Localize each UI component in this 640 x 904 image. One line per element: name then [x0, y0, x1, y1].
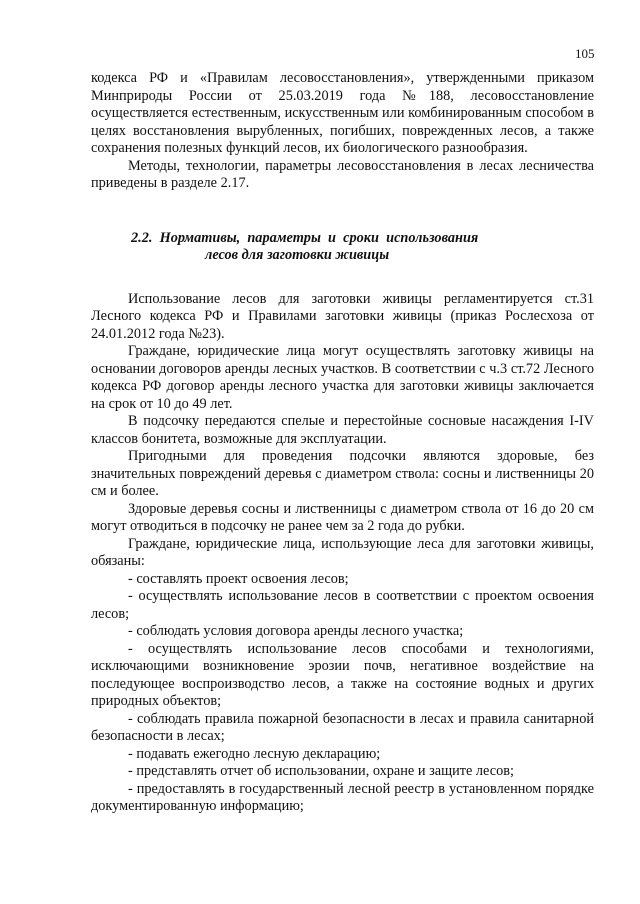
- section-heading: [91, 230, 594, 265]
- paragraph: Методы, технологии, параметры лесовосстановления в лесах лесничества приведены в разделе 2.17.: [91, 157, 594, 191]
- paragraph: кодекса РФ и «Правилам лесовосстановления», утвержденными приказом Минприроды России от 25.03.2019 года №188, лесовосстановление осуществляется естественным, искусственным или комбинированным способом в целях восстановления вырубленных, погибших, поврежденных лесов, а также сохранения полезных функций лесов, их биологического разнообразия.: [91, 70, 594, 156]
- document-body: [91, 70, 594, 816]
- paragraph: Здоровые деревья сосны и лиственницы с диаметром ствола от 16 до 20 см могут отводиться в подсочку не ранее чем за 2 года до рубки.: [91, 500, 594, 534]
- section-heading-line: лесов для заготовки живицы: [205, 247, 390, 263]
- list-item: - осуществлять использование лесов в соответствии с проектом освоения лесов;: [91, 588, 594, 622]
- list-item: - подавать ежегодно лесную декларацию;: [128, 745, 381, 762]
- paragraph: Граждане, юридические лица могут осуществлять заготовку живицы на основании договоров аренды лесных участков. В соответствии с ч.3 ст.72 Лесного кодекса РФ договор аренды лесного участка для заготовки живицы заключается на срок от 10 до 49 лет.: [91, 343, 594, 412]
- section-heading-line: 2.2. Нормативы, параметры и сроки использования: [131, 229, 479, 246]
- list-item: - осуществлять использование лесов способами и технологиями, исключающими возникновение эрозии почв, негативное воздействие на последующее воспроизводство лесов, а также на состояние водных и других природных объектов;: [91, 640, 594, 709]
- paragraph: Пригодными для проведения подсочки являются здоровые, без значительных повреждений деревья с диаметром ствола: сосны и лиственницы 20 см и более.: [91, 448, 594, 499]
- paragraph: Граждане, юридические лица, использующие леса для заготовки живицы, обязаны:: [91, 535, 594, 569]
- list-item: - соблюдать правила пожарной безопасности в лесах и правила санитарной безопасности в лесах;: [91, 710, 594, 744]
- page-number: 105: [575, 46, 595, 61]
- list-item: - предоставлять в государственный лесной реестр в установленном порядке документированную информацию;: [91, 780, 594, 814]
- list-item: - представлять отчет об использовании, охране и защите лесов;: [128, 763, 514, 779]
- list-item: - составлять проект освоения лесов;: [128, 570, 349, 587]
- list-item: - соблюдать условия договора аренды лесного участка;: [128, 623, 464, 639]
- paragraph: Использование лесов для заготовки живицы регламентируется ст.31 Лесного кодекса РФ и Правилами заготовки живицы (приказ Рослесхоза от 24.01.2012 года №23).: [91, 290, 594, 342]
- paragraph: В подсочку передаются спелые и перестойные сосновые насаждения I-IV классов бонитета, возможные для эксплуатации.: [91, 413, 594, 447]
